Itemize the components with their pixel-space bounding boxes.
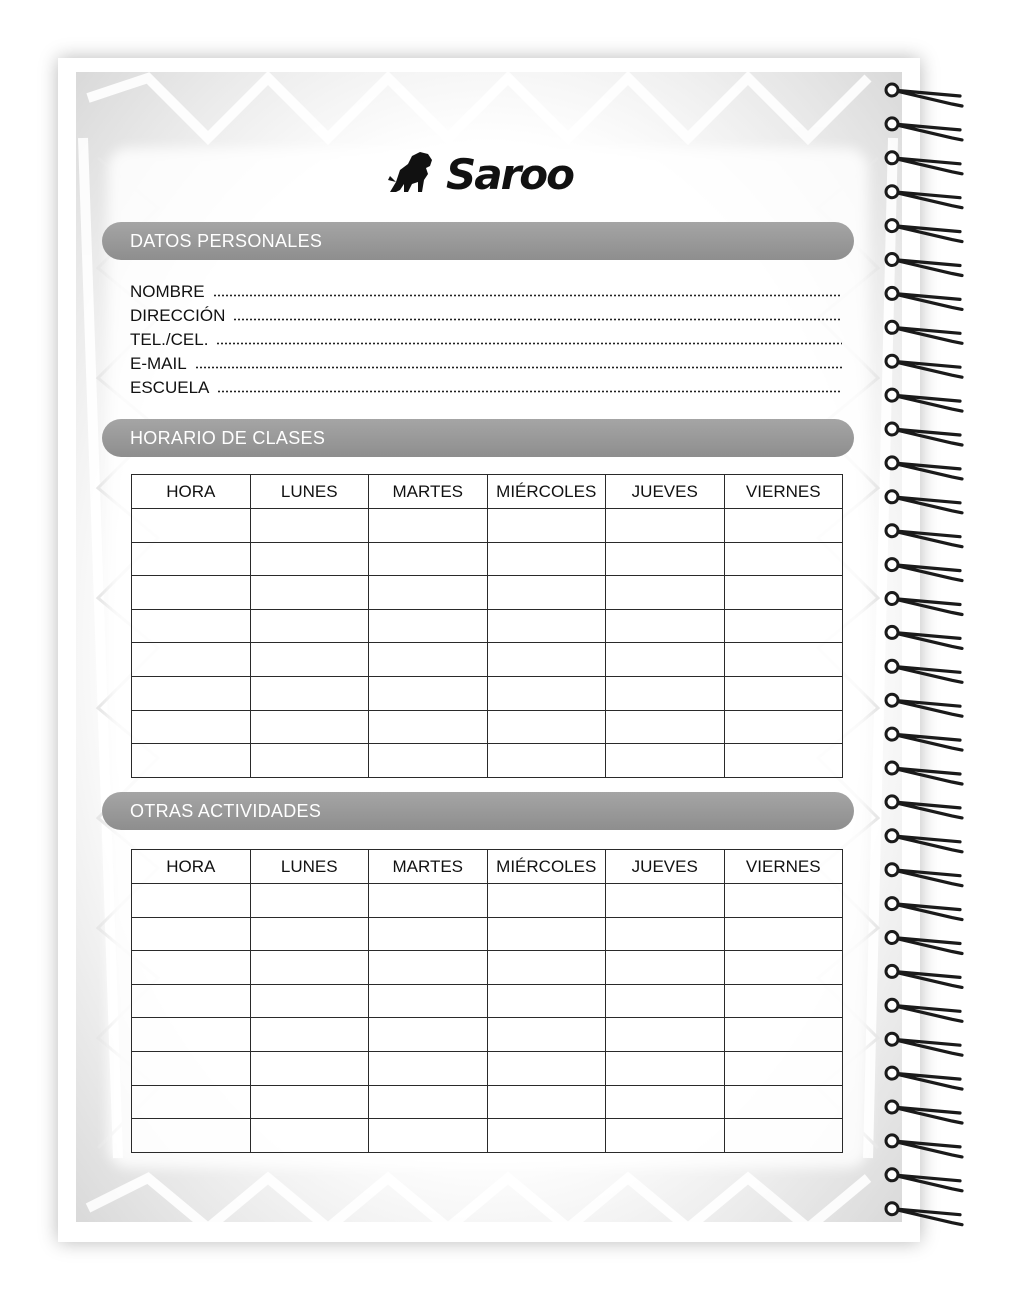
table-cell[interactable] (606, 984, 725, 1018)
table-cell[interactable] (606, 1051, 725, 1085)
table-cell[interactable] (132, 917, 251, 951)
table-row (132, 744, 843, 778)
table-cell[interactable] (132, 1085, 251, 1119)
field-direccion[interactable] (130, 302, 842, 326)
table-cell[interactable] (369, 1119, 488, 1153)
table-cell[interactable] (606, 576, 725, 610)
table-header-row (132, 850, 843, 884)
table-cell[interactable] (487, 509, 606, 543)
table-cell[interactable] (132, 744, 251, 778)
table-cell[interactable] (250, 643, 369, 677)
table-row (132, 917, 843, 951)
table-cell[interactable] (606, 509, 725, 543)
header-miercoles: MIÉRCOLES (487, 475, 606, 509)
field-label: E-MAIL (130, 354, 187, 373)
table-cell[interactable] (487, 917, 606, 951)
header-martes: MARTES (369, 475, 488, 509)
table-cell[interactable] (369, 676, 488, 710)
table-row (132, 884, 843, 918)
table-cell[interactable] (487, 1051, 606, 1085)
table-cell[interactable] (487, 609, 606, 643)
table-cell[interactable] (724, 643, 843, 677)
table-cell[interactable] (132, 576, 251, 610)
notebook-page (58, 58, 920, 1242)
dotted-line (233, 317, 842, 321)
table-cell[interactable] (724, 1051, 843, 1085)
table-cell[interactable] (132, 710, 251, 744)
table-cell[interactable] (724, 609, 843, 643)
table-cell[interactable] (132, 1018, 251, 1052)
spiral-coil (886, 389, 962, 411)
spiral-coil (886, 491, 962, 513)
table-cell[interactable] (250, 984, 369, 1018)
dotted-line (195, 365, 842, 369)
table-cell[interactable] (250, 1085, 369, 1119)
table-cell[interactable] (250, 710, 369, 744)
table-cell[interactable] (250, 917, 369, 951)
table-row (132, 542, 843, 576)
table-cell[interactable] (369, 984, 488, 1018)
table-row (132, 509, 843, 543)
spiral-coil (886, 84, 962, 106)
table-cell[interactable] (724, 509, 843, 543)
spiral-coil (886, 864, 962, 886)
spiral-coil (886, 1101, 962, 1123)
table-row (132, 984, 843, 1018)
table-cell[interactable] (724, 1085, 843, 1119)
table-cell[interactable] (606, 917, 725, 951)
table-cell[interactable] (369, 576, 488, 610)
table-cell[interactable] (369, 917, 488, 951)
spiral-coil (886, 457, 962, 479)
table-cell[interactable] (132, 1051, 251, 1085)
table-cell[interactable] (487, 984, 606, 1018)
spiral-coil (886, 965, 962, 987)
field-email[interactable] (130, 350, 842, 374)
table-cell[interactable] (369, 884, 488, 918)
activities-table (131, 849, 843, 1153)
table-row (132, 643, 843, 677)
field-tel-cel[interactable] (130, 326, 842, 350)
table-row (132, 609, 843, 643)
spiral-coil (886, 118, 962, 140)
dotted-line (213, 293, 842, 297)
table-cell[interactable] (132, 542, 251, 576)
spiral-coil (886, 593, 962, 615)
table-cell[interactable] (606, 676, 725, 710)
spiral-coil (886, 796, 962, 818)
spiral-coil (886, 728, 962, 750)
table-cell[interactable] (250, 509, 369, 543)
spiral-coil (886, 1033, 962, 1055)
table-cell[interactable] (606, 542, 725, 576)
spiral-coil (886, 830, 962, 852)
table-cell[interactable] (724, 576, 843, 610)
table-row (132, 576, 843, 610)
table-row (132, 710, 843, 744)
header-hora: HORA (132, 850, 251, 884)
personal-fields (130, 278, 842, 398)
table-cell[interactable] (369, 542, 488, 576)
field-label: NOMBRE (130, 282, 205, 301)
table-row (132, 1119, 843, 1153)
spiral-coil (886, 932, 962, 954)
header-hora: HORA (132, 475, 251, 509)
table-cell[interactable] (132, 643, 251, 677)
spiral-coil (886, 186, 962, 208)
table-cell[interactable] (724, 951, 843, 985)
table-cell[interactable] (606, 1085, 725, 1119)
lion-icon (386, 146, 442, 202)
spiral-coil (886, 1067, 962, 1089)
header-viernes: VIERNES (724, 850, 843, 884)
header-lunes: LUNES (250, 850, 369, 884)
table-cell[interactable] (724, 542, 843, 576)
table-cell[interactable] (369, 710, 488, 744)
table-cell[interactable] (487, 576, 606, 610)
field-label: TEL./CEL. (130, 330, 209, 349)
table-header-row (132, 475, 843, 509)
table-row (132, 951, 843, 985)
table-cell[interactable] (606, 1018, 725, 1052)
table-cell[interactable] (369, 1085, 488, 1119)
table-cell[interactable] (132, 676, 251, 710)
table-cell[interactable] (606, 710, 725, 744)
table-cell[interactable] (132, 509, 251, 543)
table-cell[interactable] (487, 710, 606, 744)
table-cell[interactable] (250, 676, 369, 710)
spiral-coil (886, 254, 962, 276)
table-cell[interactable] (369, 509, 488, 543)
header-jueves: JUEVES (606, 475, 725, 509)
table-cell[interactable] (250, 1051, 369, 1085)
table-cell[interactable] (487, 1085, 606, 1119)
header-martes: MARTES (369, 850, 488, 884)
table-cell[interactable] (606, 643, 725, 677)
brand-name: Saroo (446, 149, 574, 199)
dotted-line (216, 341, 842, 345)
table-row (132, 1018, 843, 1052)
table-cell[interactable] (250, 951, 369, 985)
spiral-coil (886, 999, 962, 1021)
table-cell[interactable] (369, 609, 488, 643)
table-cell[interactable] (606, 1119, 725, 1153)
table-cell[interactable] (250, 609, 369, 643)
field-nombre[interactable] (130, 278, 842, 302)
field-label: ESCUELA (130, 378, 210, 397)
field-escuela[interactable] (130, 374, 842, 398)
dotted-line (217, 389, 842, 393)
spiral-coil (886, 762, 962, 784)
table-cell[interactable] (487, 951, 606, 985)
table-cell[interactable] (487, 884, 606, 918)
table-cell[interactable] (487, 542, 606, 576)
section-bar-activities: OTRAS ACTIVIDADES (102, 792, 854, 830)
header-miercoles: MIÉRCOLES (487, 850, 606, 884)
table-cell[interactable] (724, 710, 843, 744)
schedule-table (131, 474, 843, 778)
table-cell[interactable] (724, 917, 843, 951)
spiral-coil (886, 525, 962, 547)
field-label: DIRECCIÓN (130, 306, 226, 325)
table-cell[interactable] (369, 1051, 488, 1085)
table-cell[interactable] (369, 1018, 488, 1052)
spiral-coil (886, 694, 962, 716)
table-cell[interactable] (724, 1018, 843, 1052)
spiral-coil (886, 1203, 962, 1225)
header-viernes: VIERNES (724, 475, 843, 509)
table-cell[interactable] (606, 609, 725, 643)
table-cell[interactable] (606, 744, 725, 778)
spiral-coil (886, 423, 962, 445)
table-cell[interactable] (132, 609, 251, 643)
table-cell[interactable] (369, 951, 488, 985)
spiral-coil (886, 1169, 962, 1191)
table-row (132, 1085, 843, 1119)
table-cell[interactable] (606, 884, 725, 918)
table-cell[interactable] (369, 643, 488, 677)
section-bar-personal: DATOS PERSONALES (102, 222, 854, 260)
table-cell[interactable] (250, 576, 369, 610)
table-cell[interactable] (606, 951, 725, 985)
spiral-binding (880, 70, 970, 1230)
spiral-coil (886, 220, 962, 242)
spiral-coil (886, 1135, 962, 1157)
table-cell[interactable] (369, 744, 488, 778)
table-cell[interactable] (487, 744, 606, 778)
spiral-coil (886, 898, 962, 920)
spiral-coil (886, 660, 962, 682)
section-bar-schedule: HORARIO DE CLASES (102, 419, 854, 457)
spiral-coil (886, 626, 962, 648)
spiral-coil (886, 559, 962, 581)
table-cell[interactable] (487, 676, 606, 710)
table-cell[interactable] (132, 1119, 251, 1153)
spiral-coil (886, 152, 962, 174)
table-cell[interactable] (250, 884, 369, 918)
table-cell[interactable] (487, 1119, 606, 1153)
brand-logo (386, 146, 573, 202)
table-cell[interactable] (132, 884, 251, 918)
table-cell[interactable] (724, 884, 843, 918)
table-cell[interactable] (487, 643, 606, 677)
table-cell[interactable] (250, 1119, 369, 1153)
table-cell[interactable] (250, 744, 369, 778)
table-cell[interactable] (724, 984, 843, 1018)
spiral-coil (886, 287, 962, 309)
spiral-coil (886, 321, 962, 343)
table-cell[interactable] (132, 951, 251, 985)
spiral-coil (886, 355, 962, 377)
table-cell[interactable] (724, 1119, 843, 1153)
table-cell[interactable] (724, 676, 843, 710)
table-cell[interactable] (132, 984, 251, 1018)
table-cell[interactable] (250, 542, 369, 576)
table-cell[interactable] (724, 744, 843, 778)
table-row (132, 676, 843, 710)
table-row (132, 1051, 843, 1085)
table-cell[interactable] (487, 1018, 606, 1052)
table-cell[interactable] (250, 1018, 369, 1052)
header-lunes: LUNES (250, 475, 369, 509)
header-jueves: JUEVES (606, 850, 725, 884)
